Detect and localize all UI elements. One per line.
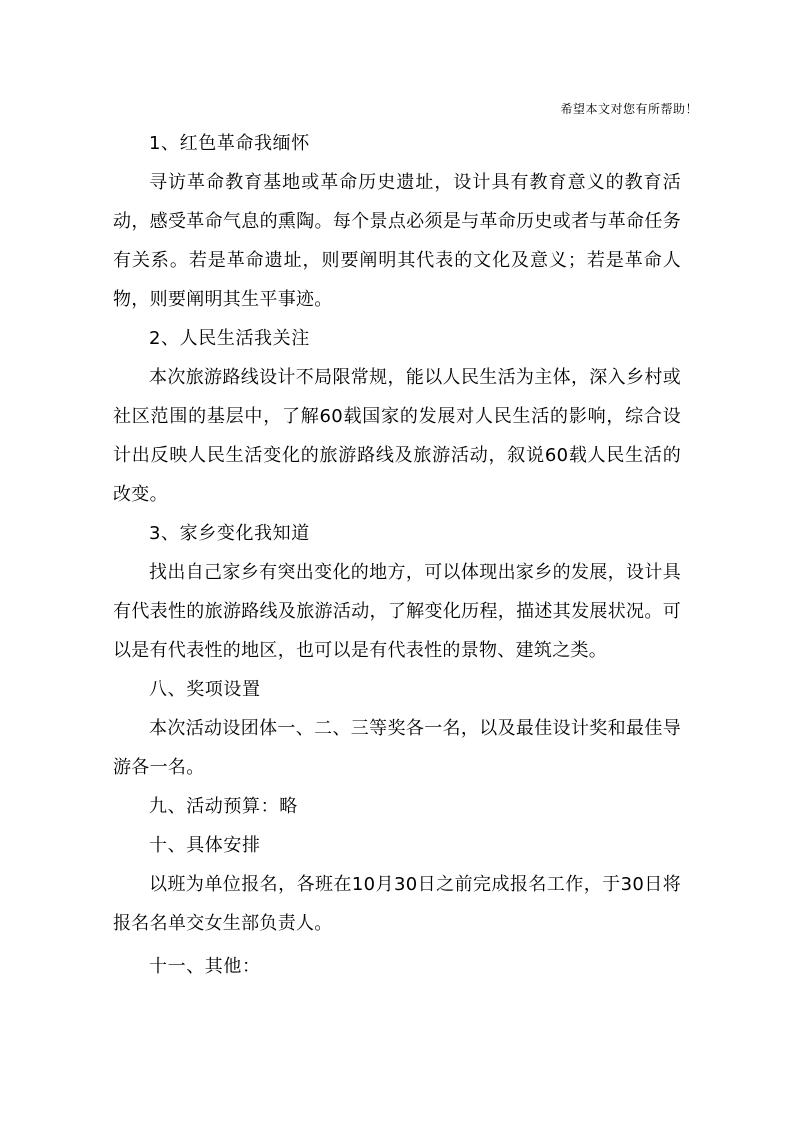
- heading-people-life: 2、人民生活我关注: [149, 328, 310, 349]
- heading-others: 十一、其他：: [149, 956, 261, 977]
- paragraph-red-revolution: 寻访革命教育基地或革命历史遗址，设计具有教育意义的教育活动，感受革命气息的熏陶。每个景点必须是与革命历史或者与革命任务有关系。若是革命遗址，则要阐明其代表的文化及意义；若是革命人物，则要阐明其生平事迹。: [113, 172, 681, 310]
- paragraph-arrangement: 以班为单位报名，各班在10月30日之前完成报名工作，于30日将报名名单交女生部负责人。: [113, 874, 681, 934]
- heading-red-revolution: 1、红色革命我缅怀: [149, 133, 310, 154]
- paragraph-people-life: 本次旅游路线设计不局限常规，能以人民生活为主体，深入乡村或社区范围的基层中，了解60载国家的发展对人民生活的影响，综合设计出反映人民生活变化的旅游路线及旅游活动，叙说60载人民生活的改变。: [113, 367, 681, 505]
- heading-arrangement: 十、具体安排: [149, 835, 261, 856]
- paragraph-awards: 本次活动设团体一、二、三等奖各一名，以及最佳设计奖和最佳导游各一名。: [113, 718, 681, 778]
- heading-budget: 九、活动预算：略: [149, 796, 298, 817]
- paragraph-hometown-change: 找出自己家乡有突出变化的地方，可以体现出家乡的发展，设计具有代表性的旅游路线及旅游活动，了解变化历程，描述其发展状况。可以是有代表性的地区，也可以是有代表性的景物、建筑之类。: [113, 562, 681, 661]
- document-body: [113, 124, 681, 986]
- heading-hometown-change: 3、家乡变化我知道: [149, 523, 310, 544]
- heading-awards: 八、奖项设置: [149, 679, 261, 700]
- header-note: 希望本文对您有所帮助！: [560, 102, 698, 116]
